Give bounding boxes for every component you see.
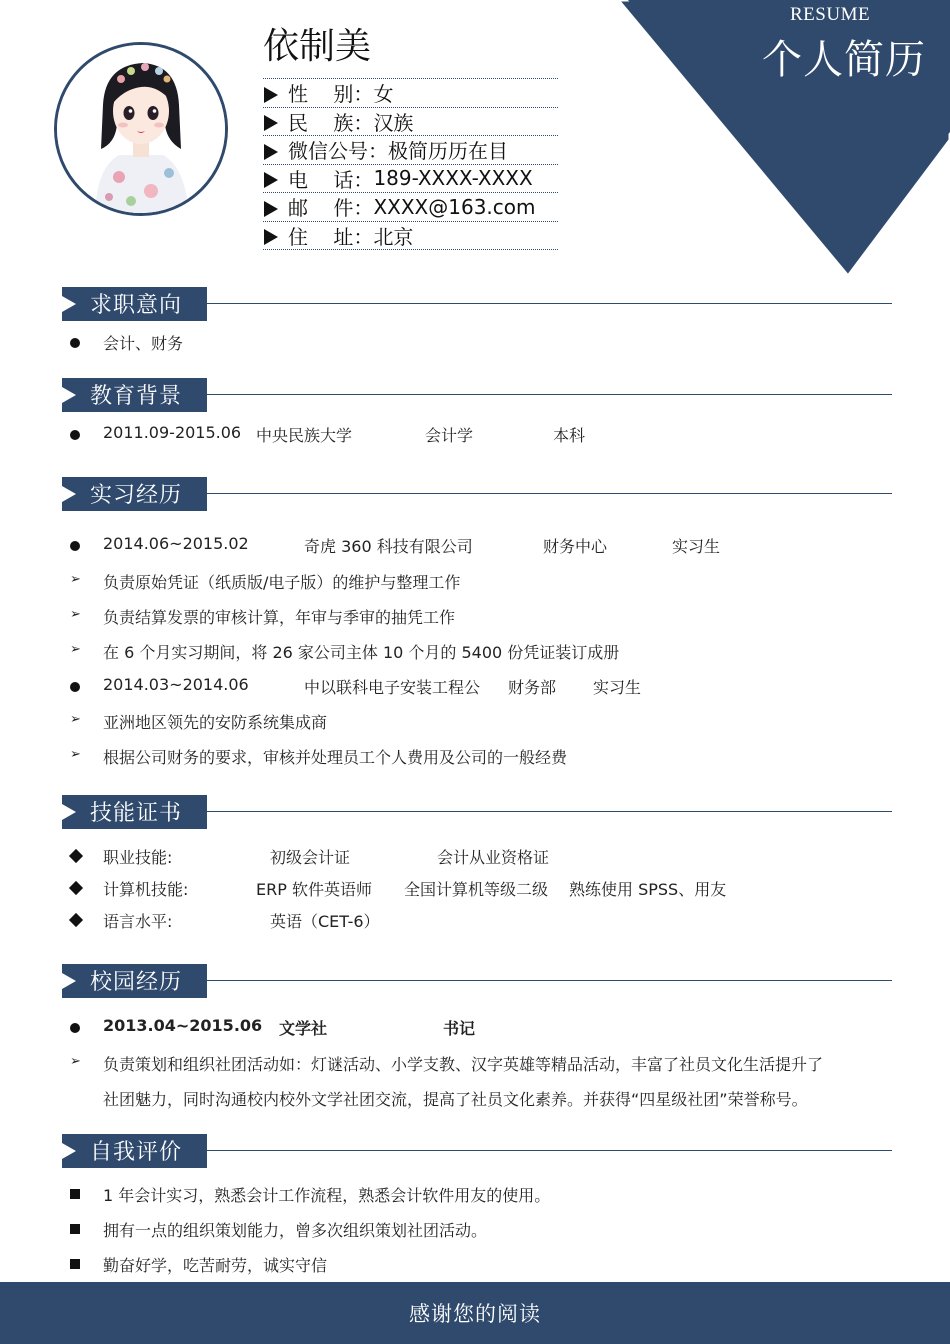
triangle-bullet-icon [264,229,278,245]
notch-icon [62,804,76,820]
arrow-bullet-icon: ➢ [70,712,81,727]
candidate-name: 依制美 [263,26,372,67]
bullet-dot-icon [70,430,80,440]
square-bullet-icon [70,1224,80,1234]
arrow-bullet-icon: ➢ [70,1054,81,1069]
section-heading-intent [62,287,892,321]
job-department: 财务中心 [543,537,608,556]
info-label: 微信公号： [288,139,388,164]
triangle-bullet-icon [264,115,278,131]
section-heading-campus [62,964,892,998]
diamond-bullet-icon [69,913,83,927]
avatar [54,42,228,216]
info-label: 性 别： [288,82,374,107]
arrow-bullet-icon: ➢ [70,747,81,762]
campus-org: 文学社 [279,1019,328,1038]
resume-english-title: RESUME [790,4,871,25]
info-row-phone [263,165,558,194]
section-heading-education [62,378,892,412]
section-rule [207,493,892,494]
bullet-dot-icon [70,1023,80,1033]
section-rule [207,1150,892,1151]
section-rule [207,980,892,981]
job-company: 中以联科电子安装工程公 [304,678,481,697]
resume-chinese-title: 个人简历 [762,37,926,83]
info-value: 189-XXXX-XXXX [373,166,533,191]
info-row-gender [263,79,558,108]
education-degree: 本科 [553,426,586,445]
section-title: 技能证书 [90,801,183,826]
section-title: 自我评价 [90,1140,183,1165]
job-date: 2014.03~2014.06 [103,675,249,694]
section-rule [207,811,892,812]
info-row-wechat [263,136,558,165]
notch-icon [62,296,76,312]
education-major: 会计学 [425,426,474,445]
info-label: 邮 件： [288,196,374,221]
diamond-bullet-icon [69,881,83,895]
square-bullet-icon [70,1259,80,1269]
campus-role: 书记 [443,1019,476,1038]
square-bullet-icon [70,1189,80,1199]
diamond-bullet-icon [69,849,83,863]
notch-icon [62,387,76,403]
arrow-bullet-icon: ➢ [70,642,81,657]
info-value: 北京 [373,224,414,249]
education-school: 中央民族大学 [256,426,353,445]
info-value: 极简历历在目 [388,139,508,164]
info-value: 汉族 [373,110,414,135]
notch-icon [62,486,76,502]
job-company: 奇虎 360 科技有限公司 [304,537,473,556]
triangle-bullet-icon [264,87,278,103]
info-row-address [263,222,558,251]
triangle-bullet-icon [264,201,278,217]
basic-info-list [263,78,558,250]
info-value: 女 [373,82,394,107]
section-title: 求职意向 [90,293,183,318]
section-title: 实习经历 [90,483,183,508]
info-label: 民 族： [288,110,374,135]
section-heading-self [62,1134,892,1168]
notch-icon [62,1143,76,1159]
arrow-bullet-icon: ➢ [70,572,81,587]
bullet-dot-icon [70,541,80,551]
triangle-bullet-icon [264,172,278,188]
info-row-ethnicity [263,108,558,137]
section-heading-skills [62,795,892,829]
education-date: 2011.09-2015.06 [103,423,242,442]
section-rule [207,303,892,304]
job-date: 2014.06~2015.02 [103,534,249,553]
campus-date: 2013.04~2015.06 [103,1016,263,1035]
intent-text: 会计、财务 [103,334,184,353]
bullet-dot-icon [70,682,80,692]
notch-icon [62,973,76,989]
avatar-illustration [57,45,225,213]
info-row-email [263,193,558,222]
info-label: 电 话： [288,167,374,192]
section-title: 教育背景 [90,384,183,409]
section-rule [207,394,892,395]
info-value: XXXX@163.com [373,194,536,219]
job-role: 实习生 [672,537,721,556]
footer-text: 感谢您的阅读 [409,1302,541,1326]
section-title: 校园经历 [90,970,183,995]
job-department: 财务部 [508,678,557,697]
triangle-bullet-icon [264,144,278,160]
footer-bar [0,1282,950,1344]
bullet-dot-icon [70,338,80,348]
info-label: 住 址： [288,224,374,249]
job-role: 实习生 [593,678,642,697]
section-heading-internship [62,477,892,511]
arrow-bullet-icon: ➢ [70,607,81,622]
